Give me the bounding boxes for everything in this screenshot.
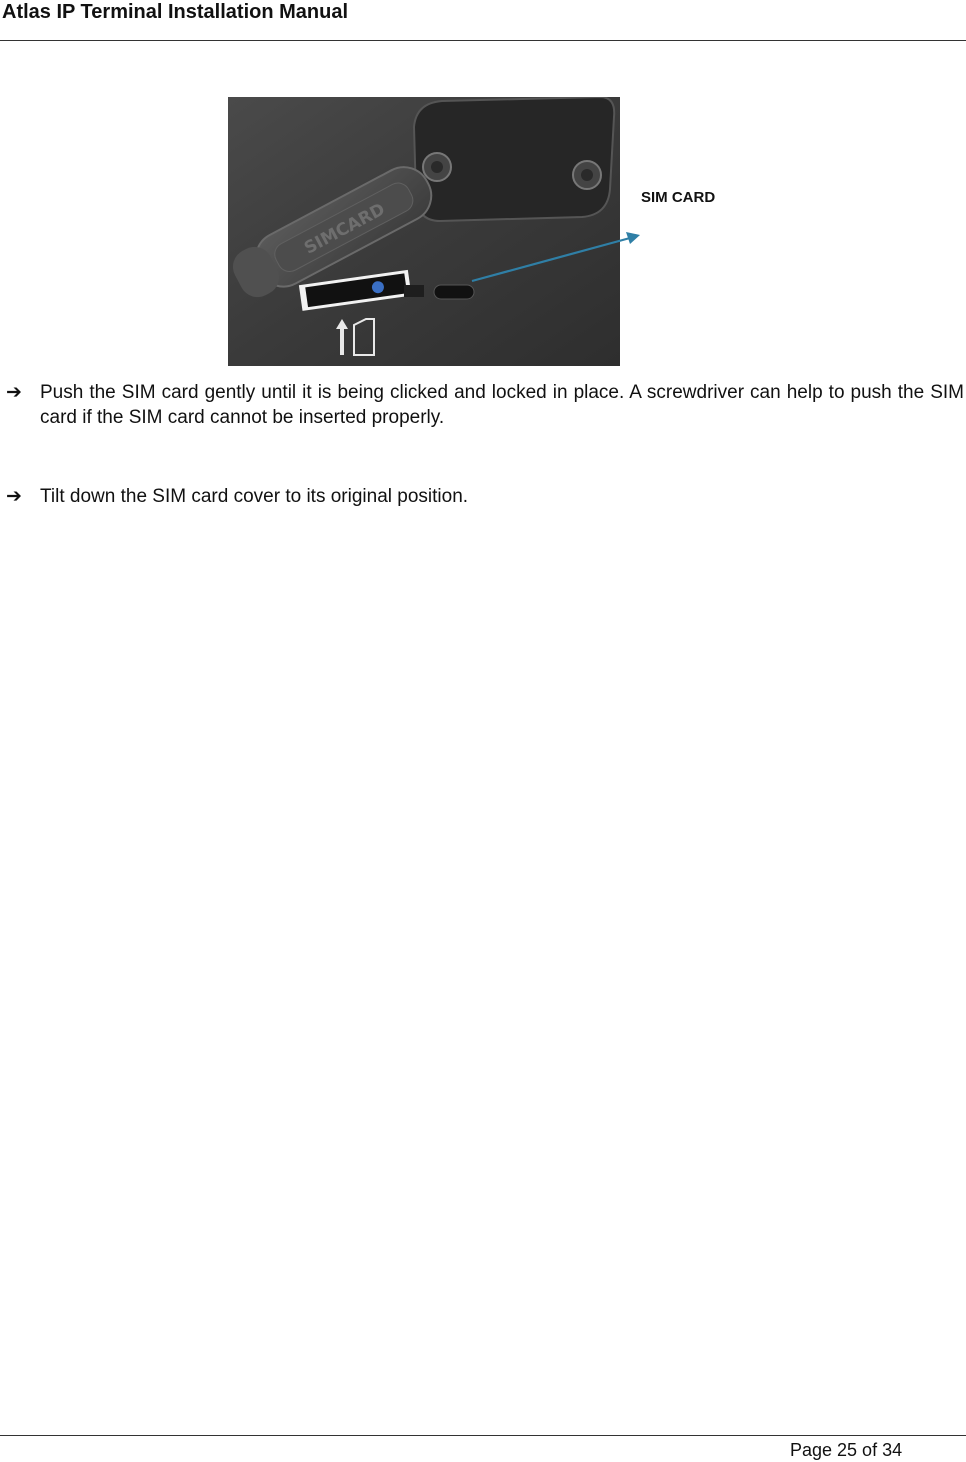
arrow-right-circle-icon: ➔ <box>6 486 22 507</box>
arrow-right-circle-icon: ➔ <box>6 382 22 403</box>
sim-card-photo <box>228 97 620 366</box>
footer-divider <box>0 1435 966 1436</box>
header-divider <box>0 40 966 41</box>
document-header-title: Atlas IP Terminal Installation Manual <box>2 1 349 23</box>
sim-cover-text: SIMCARD <box>301 199 389 259</box>
instruction-step-2-text: Tilt down the SIM card cover to its original position. <box>40 486 469 507</box>
sim-card-callout-label: SIM CARD <box>641 189 716 206</box>
page-number: Page 25 of 34 <box>790 1440 903 1460</box>
instruction-step-1-text: Push the SIM card gently until it is being clicked and locked in place. A screwdriver can help to push the SIM card if the SIM card cannot be inserted properly. <box>40 382 964 428</box>
